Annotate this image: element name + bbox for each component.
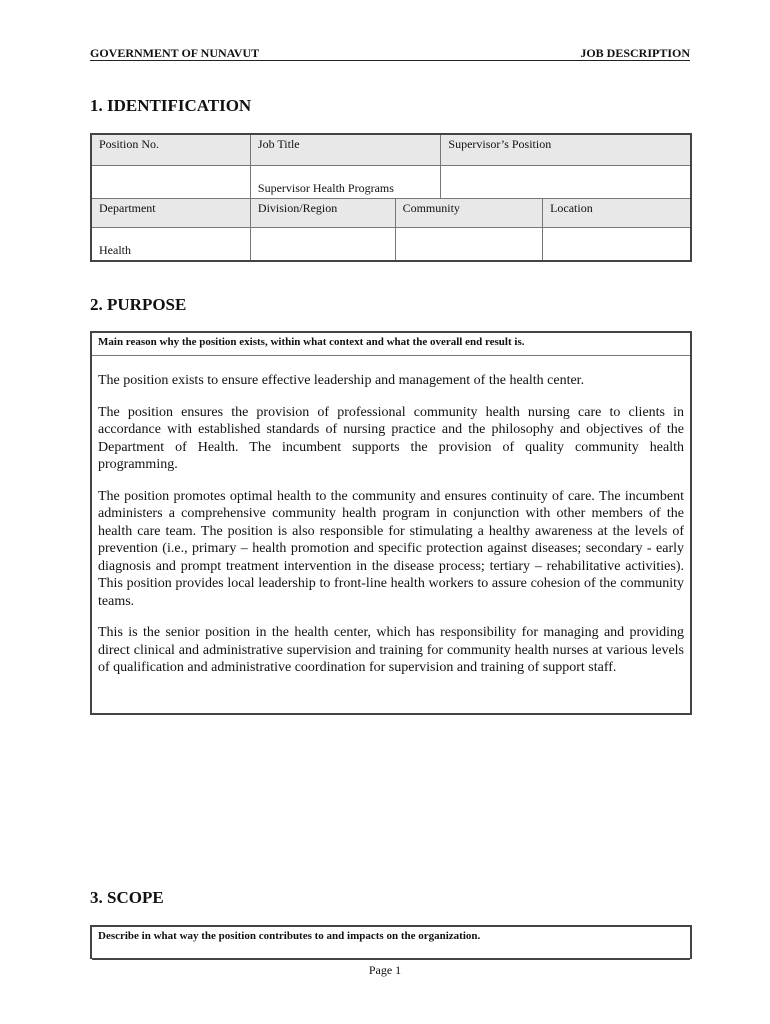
purpose-paragraph: This is the senior position in the health center, which has responsibility for managing and providing direct clinical and administrative supervision and training for community health nurses at various levels of qualification and administrative coordination for supervision and training of support staff.: [98, 625, 684, 675]
position-no-label: Position No.: [91, 134, 250, 165]
purpose-box: [90, 331, 692, 715]
identification-table: [90, 133, 692, 262]
location-label: Location: [543, 198, 691, 227]
purpose-paragraph: The position promotes optimal health to the community and ensures continuity of care. The incumbent administers a comprehensive community health program in conjunction with other members of the health care team. The position is also responsible for stimulating a healthy awareness at the levels of prevention (i.e., primary – health promotion and specific protection against diseases; secondary - early diagnosis and prompt treatment intervention in the disease process; tertiary – rehabilitative activities). This position provides local leadership to front-line health workers to assure cohesion of the community teams.: [98, 488, 684, 609]
supervisor-position-value: [441, 165, 691, 198]
purpose-paragraph: The position ensures the provision of professional community health nursing care to clients in accordance with established standards of nursing practice and the philosophy and objectives of the Department of Health. The incumbent supports the provision of quality community health programming.: [98, 404, 684, 472]
document-type: JOB DESCRIPTION: [580, 46, 690, 60]
organization-name: GOVERNMENT OF NUNAVUT: [90, 46, 260, 60]
community-label: Community: [395, 198, 543, 227]
page-number: Page 1: [368, 963, 402, 977]
division-region-label: Division/Region: [250, 198, 395, 227]
purpose-heading: 2. PURPOSE: [90, 295, 187, 314]
scope-instruction: Describe in what way the position contributes to and impacts on the organization.: [92, 927, 690, 960]
scope-heading: 3. SCOPE: [90, 888, 164, 907]
division-region-value: [250, 227, 395, 261]
community-value: [395, 227, 543, 261]
department-value: Health: [91, 227, 250, 261]
position-no-value: [91, 165, 250, 198]
purpose-paragraph: The position exists to ensure effective leadership and management of the health center.: [98, 373, 585, 388]
supervisor-position-label: Supervisor’s Position: [441, 134, 691, 165]
identification-heading: 1. IDENTIFICATION: [90, 96, 252, 115]
department-label: Department: [91, 198, 250, 227]
location-value: [543, 227, 691, 261]
purpose-instruction: Main reason why the position exists, within what context and what the overall end result is.: [92, 333, 690, 356]
purpose-body: [92, 356, 690, 677]
job-title-value: Supervisor Health Programs: [250, 165, 441, 198]
scope-box: [90, 925, 692, 959]
document-header: [90, 46, 690, 61]
job-title-label: Job Title: [250, 134, 441, 165]
